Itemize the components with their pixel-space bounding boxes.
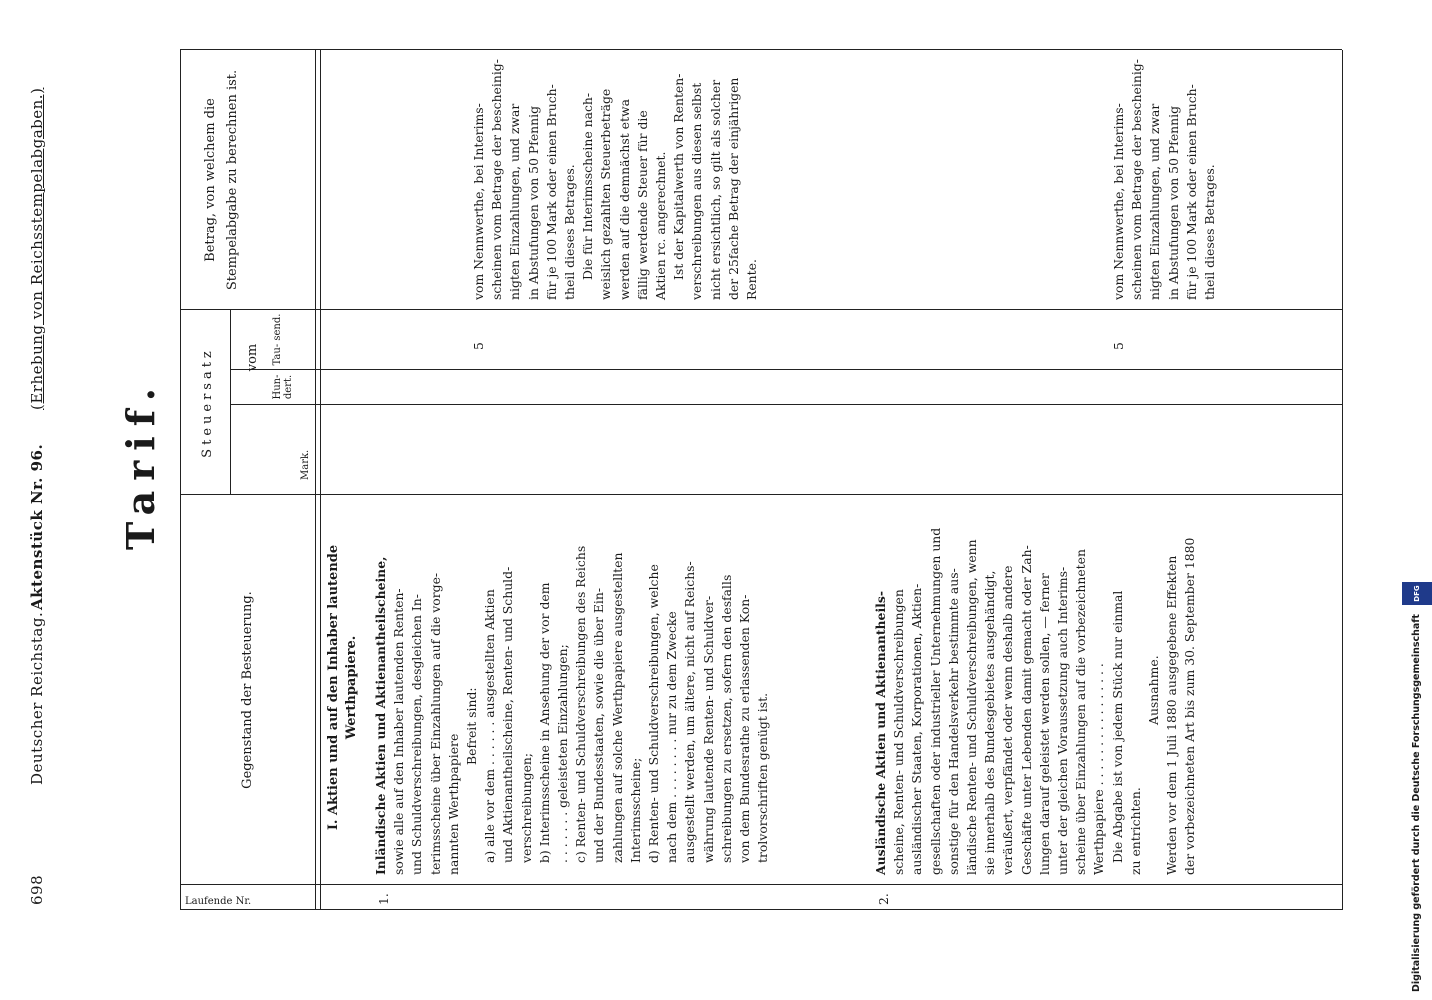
text-line: b) Interimsscheine in Ansehung der vor dem [536,582,552,863]
digitization-credit-strip [1402,0,1432,1000]
section-heading: I. Aktien und auf den Inhaber lautende Werthpapiere. [326,544,360,831]
text-line: trolvorschriften genügt ist. [755,692,771,863]
column-header-object: Gegenstand der Besteuerung. [240,591,255,789]
text-line: fällig werdende Steuer für die [634,110,650,300]
text-line: unter der gleichen Voraussetzung auch Interims- [1055,566,1071,875]
text-line: für je 100 Mark oder einen Bruch- [543,84,559,300]
text-line: und der Bundesstaaten, sowie die über Ein- [591,587,607,863]
text-line: vom Nennwerthe, bei Interims- [1111,103,1126,300]
rate-per-thousand: 5 [1111,342,1126,350]
text-line: in Abstufungen von 50 Pfennig [1165,105,1181,300]
text-line: der vorbezeichneten Art bis zum 30. September 1880 [1182,537,1198,875]
text-line: Ausländische Aktien und Aktienantheils- [873,591,888,875]
text-line: theil dieses Betrages. [562,164,578,300]
text-line: veräußert, verpfändet oder wenn deshalb andere [1000,565,1016,875]
text-line: schreibungen zu ersetzen, sofern den desfalls [718,574,734,863]
text-line: sowie alle auf den Inhaber lautenden Renten- [391,588,407,875]
text-line: und Schuldverschreibungen, desgleichen In- [409,594,425,875]
text-line: Werden vor dem 1 Juli 1880 ausgegebene Effekten [1164,555,1180,875]
text-line: Ist der Kapitalwerth von Renten- [671,73,687,280]
base-text [470,59,761,300]
entry-text [372,546,772,875]
page-title: Tarif. [118,378,163,550]
text-line: Inländische Aktien und Aktienantheilscheine, [373,556,388,875]
column-header-mark: Mark. [300,449,311,480]
text-line: währung lautende Renten- und Schuldver- [700,595,716,863]
text-line: sonstige für den Handelsverkehr bestimmte aus- [945,568,961,875]
text-line: nicht ersichtlich, so gilt als solcher [707,79,723,300]
text-line: . . . . . . . geleisteten Einzahlungen; [555,644,571,863]
text-line: der 25fache Betrag der einjährigen [725,77,741,300]
text-line: verschreibungen aus diesen selbst [689,82,705,300]
text-line: für je 100 Mark oder einen Bruch- [1183,84,1199,300]
text-line: und Aktienantheilscheine, Renten- und Schuld- [500,566,516,863]
entry-text [872,528,1200,875]
text-line: sie innerhalb des Bundesgebietes ausgehändigt, [982,570,998,875]
text-line: Rente. [744,259,760,300]
text-line: a) alle vor dem . . . . . . ausgestellten Aktien [482,589,498,863]
text-line: nach dem . . . . . . . . nur zu dem Zwecke [664,611,680,863]
text-line: lungen darauf geleistet werden sollen, — ferner [1036,573,1052,875]
text-line: ausgestellt werden, um ältere, nicht auf Reichs- [682,561,698,863]
column-header-rate: Steuersatz [200,347,215,458]
text-line: d) Renten- und Schuldverschreibungen, welche [646,564,662,863]
text-line: scheinen vom Betrage der bescheinig- [489,59,505,300]
text-line: Ausnahme. [1146,655,1162,725]
column-header-hundred: Hun- dert. [272,374,294,400]
text-line: gesellschaften oder industrieller Unternehmungen und [927,527,943,875]
text-line: Die für Interimsscheine nach- [580,92,596,280]
text-line: scheine über Einzahlungen auf die vorbezeichneten [1073,549,1089,875]
text-line: terimsscheine über Einzahlungen auf die vorge- [427,572,443,875]
text-line: von dem Bundesrathe zu erlassenden Kon- [737,594,753,863]
text-line: verschreibungen; [518,752,534,863]
publication-title: Deutscher Reichstag. [28,611,46,785]
entry-number: 1. [376,893,391,905]
column-header-thousand: Tau- send. [272,313,283,366]
text-line: Befreit sind: [464,687,480,765]
page-number: 698 [28,874,46,905]
text-line: Geschäfte unter Lebenden damit gemacht oder Zah- [1018,545,1034,875]
column-header-base: Betrag, von welchem die Stempelabgabe zu berechnen ist. [203,69,240,291]
entry-number: 2. [876,893,891,905]
text-line: c) Renten- und Schuldverschreibungen des Reichs [573,545,589,863]
text-line: Werthpapiere . . . . . . . . . . . . . . . . [1091,663,1107,875]
text-line: in Abstufungen von 50 Pfennig [525,105,541,300]
text-line: theil dieses Betrages. [1202,164,1218,300]
text-line: nigten Einzahlungen, und zwar [507,103,523,300]
text-line: ausländischer Staaten, Korporationen, Aktien- [909,583,925,875]
text-line: scheinen vom Betrage der bescheinig- [1129,59,1145,300]
text-line: Die Abgabe ist von jedem Stück nur einmal [1109,590,1125,863]
text-line: zahlungen auf solche Werthpapiere ausgestellten [609,552,625,863]
document-subject: (Erhebung von Reichsstempelabgaben.) [28,87,46,410]
dfg-logo: DFG [1402,582,1432,604]
text-line: zu entrichten. [1127,787,1143,875]
text-line: weislich gezahlten Steuerbeträge [598,88,614,300]
document-reference: Aktenstück Nr. 96. [28,443,46,610]
base-text [1110,59,1219,300]
column-header-number: Laufende Nr. [185,896,252,907]
digitization-credit [1402,0,1432,1000]
text-line: vom Nennwerthe, bei Interims- [471,103,486,300]
column-header-rate-from: vom [245,343,260,372]
text-line: ländische Renten- und Schuldverschreibungen, wenn [964,539,980,875]
text-line: nannten Werthpapiere [445,733,461,875]
text-line: Aktien rc. angerechnet. [653,151,669,300]
text-line: scheine, Renten- und Schuldverschreibungen [891,589,907,875]
rate-per-thousand: 5 [471,342,486,350]
text-line: nigten Einzahlungen, und zwar [1147,103,1163,300]
text-line: werden auf die demnächst etwa [616,99,632,300]
credit-text: Digitalisierung gefördert durch die Deutsche Forschungsgemeinschaft [1411,614,1422,992]
text-line: Interimsscheine; [627,757,643,863]
